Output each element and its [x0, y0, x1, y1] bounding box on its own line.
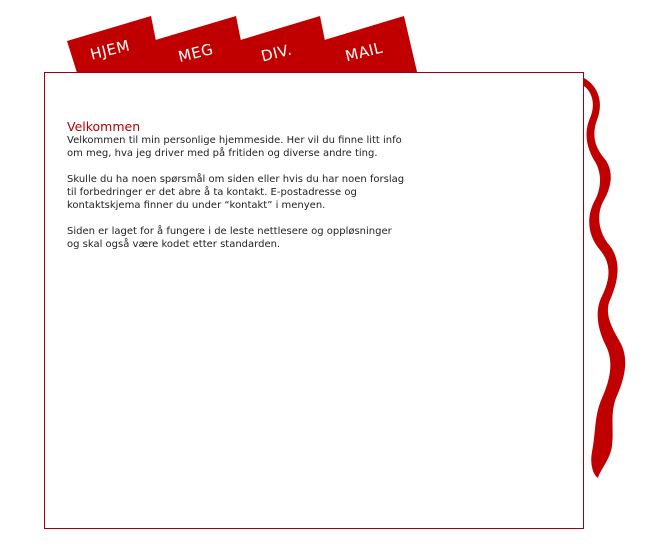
red-flame-decoration — [584, 78, 625, 478]
contact-paragraph: Skulle du ha noen spørsmål om siden eller hvis du har noen forslag til forbedringer er det abre å ta kontakt. E-postadresse og kontaktskjema finner du under “kontakt” i menyen. — [67, 174, 405, 211]
welcome-section — [67, 119, 407, 264]
tab-meg[interactable]: MEG — [176, 39, 216, 67]
content-panel — [44, 72, 584, 529]
intro-paragraph: Velkommen til min personlige hjemmeside. Her vil du finne litt info om meg, hva jeg driver med på fritiden og diverse andre ting. — [67, 135, 402, 159]
page-title: Velkommen — [67, 119, 141, 134]
tab-mail[interactable]: MAIL — [343, 38, 385, 66]
tab-hjem[interactable]: HJEM — [88, 36, 132, 64]
standards-paragraph: Siden er laget for å fungere i de leste nettlesere og oppløsninger og skal også være kodet etter standarden. — [67, 226, 392, 250]
tab-div[interactable]: DIV. — [259, 40, 294, 66]
